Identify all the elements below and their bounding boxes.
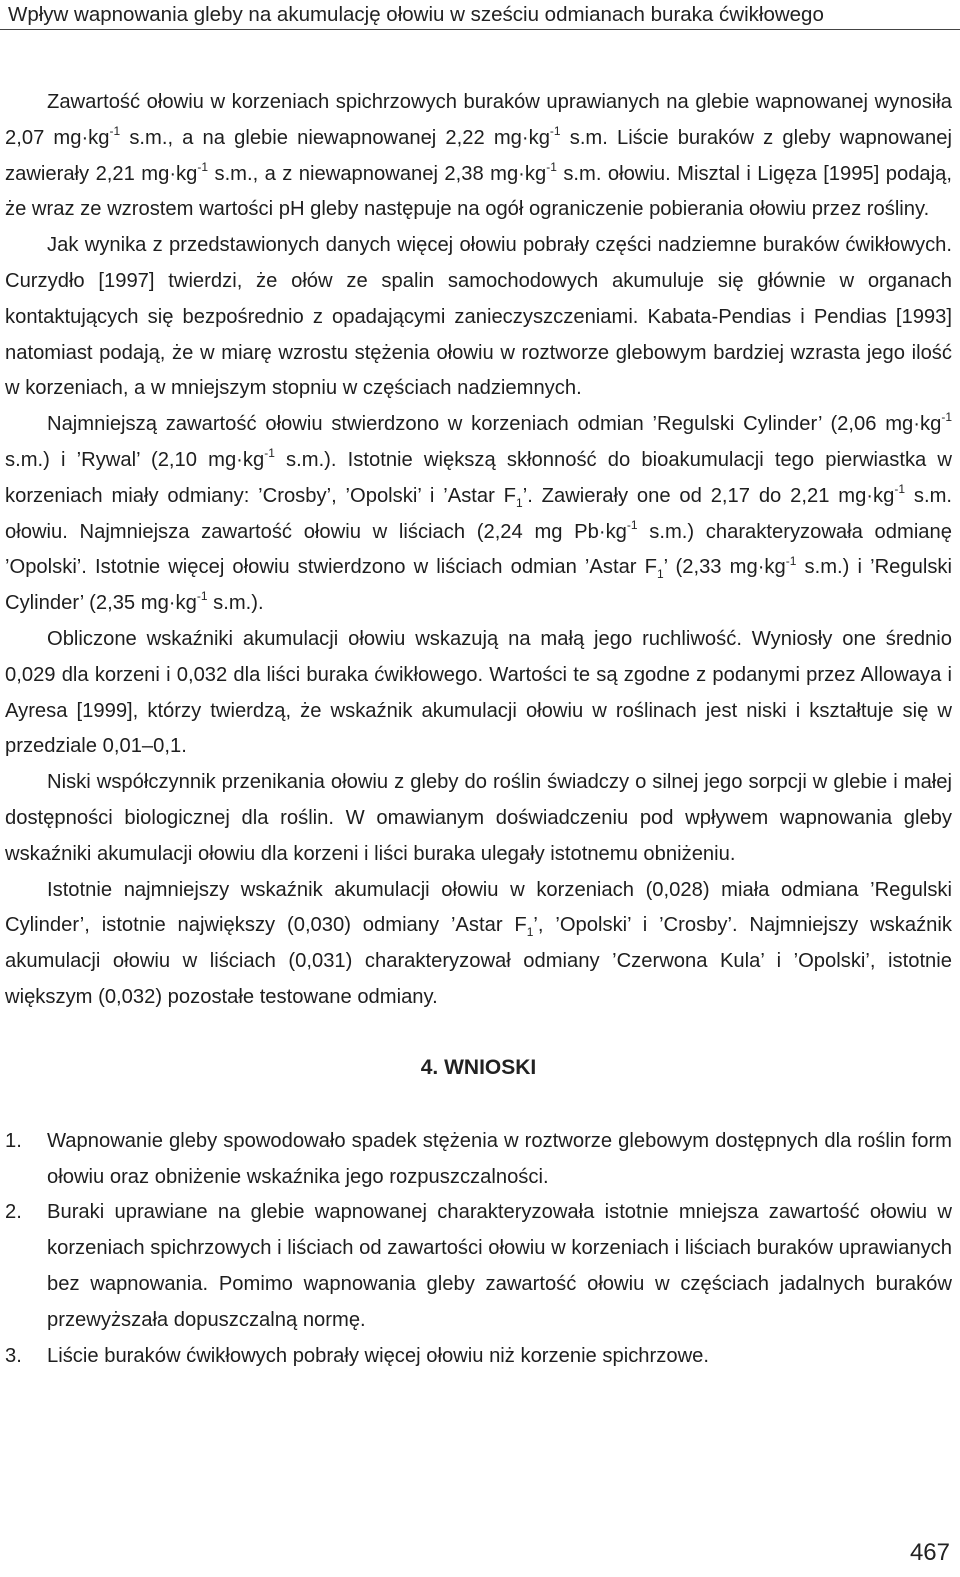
text-run: s.m.) i ’Rywal’ (2,10 mg·kg	[5, 448, 265, 471]
text-run: ’, ’Opolski’ i ’Crosby’. Najmniejszy wskaźnik akumulacji ołowiu w liściach (0,031) charakteryzował odmiany ’Czerwona Kula’ i ’Opolski’, istotnie większym (0,032) pozostałe testowane odmiany.	[5, 914, 952, 1008]
list-number: 3.	[5, 1344, 22, 1367]
text-run: s.m.). Istotnie większą skłonność do bioakumulacji tego pierwiastka w korzeniach miały odmiany: ’Crosby’, ’Opolski’ i ’Astar F	[5, 448, 952, 507]
list-item	[5, 1124, 952, 1196]
list-number: 1.	[5, 1129, 22, 1152]
subscript: 1	[526, 925, 534, 940]
text-run: s.m. Liście buraków z gleby wapnowanej zawierały 2,21 mg·kg	[5, 126, 952, 185]
list-text: Buraki uprawiane na glebie wapnowanej charakteryzowała istotnie mniejsza zawartość ołowiu w korzeniach spichrzowych i liściach od zawartości ołowiu w korzeniach i liściach buraków uprawianych bez wapnowania. Pomimo wapnowania gleby zawartość ołowiu w częściach jadalnych buraków przewyższała dopuszczalną normę.	[47, 1201, 952, 1331]
text-run: ’. Zawierały one od 2,17 do 2,21 mg·kg	[522, 484, 895, 507]
exponent: -1	[109, 124, 121, 139]
text-run: s.m. ołowiu. Najmniejsza zawartość ołowiu w liściach (2,24 mg Pb·kg	[5, 484, 953, 543]
paragraph-2: Jak wynika z przedstawionych danych więcej ołowiu pobrały części nadziemne buraków ćwikłowych. Curzydło [1997] twierdzi, że ołów ze spalin samochodowych akumuluje się głównie w organach kontaktujących się bezpośrednio z opadającymi zanieczyszczeniami. Kabata-Pendias i Pendias [1993] natomiast podają, że w miarę wzrostu stężenia ołowiu w roztworze glebowym bardziej wzrasta jego ilość w korzeniach, a w mniejszym stopniu w częściach nadziemnych.	[5, 234, 952, 400]
exponent: -1	[626, 517, 638, 532]
exponent: -1	[546, 159, 557, 174]
exponent: -1	[785, 553, 797, 568]
text-run: s.m.) charakteryzowała odmianę ’Opolski’. Istotnie więcej ołowiu stwierdzono w liściach odmian ’Astar F	[5, 520, 952, 579]
subscript: 1	[656, 567, 664, 582]
exponent: -1	[894, 482, 906, 497]
page-number: 467	[909, 1539, 950, 1566]
exponent: -1	[549, 124, 561, 139]
paragraph-3	[5, 407, 952, 622]
section-heading: 4. WNIOSKI	[420, 1055, 537, 1079]
exponent: -1	[941, 410, 952, 425]
exponent: -1	[196, 589, 208, 604]
exponent: -1	[264, 446, 275, 461]
text-run: s.m. ołowiu. Misztal i Ligęza [1995] podają, że wraz ze wzrostem wartości pH gleby następuje na ogół ograniczenie pobierania ołowiu przez rośliny.	[5, 162, 952, 221]
article-body	[5, 85, 952, 1374]
paragraph-1	[5, 85, 952, 228]
text-run: s.m.).	[207, 592, 264, 615]
text-run: Najmniejszą zawartość ołowiu stwierdzono w korzeniach odmian ’Regulski Cylinder’ (2,06 mg·kg	[47, 413, 942, 436]
text-run: s.m., a na glebie niewapnowanej 2,22 mg·kg	[120, 126, 550, 149]
running-header: Wpływ wapnowania gleby na akumulację ołowiu w sześciu odmianach buraka ćwikłowego	[0, 0, 960, 30]
text-run: ’ (2,33 mg·kg	[663, 556, 786, 579]
list-text: Wapnowanie gleby spowodowało spadek stężenia w roztworze glebowym dostępnych dla roślin form ołowiu oraz obniżenie wskaźnika jego rozpuszczalności.	[47, 1129, 952, 1188]
paragraph-4: Obliczone wskaźniki akumulacji ołowiu wskazują na małą jego ruchliwość. Wyniosły one średnio 0,029 dla korzeni i 0,032 dla liści buraka ćwikłowego. Wartości te są zgodne z podanymi przez Allowaya i Ayresa [1999], którzy twierdzą, że wskaźnik akumulacji ołowiu w roślinach jest niski i kształtuje się w przedziale 0,01–0,1.	[5, 627, 952, 758]
text-run: Zawartość ołowiu w korzeniach spichrzowych buraków uprawianych na glebie wapnowanej wynosiła 2,07 mg·kg	[5, 91, 952, 149]
text-run: s.m.) i ’Regulski Cylinder’ (2,35 mg·kg	[5, 556, 953, 615]
paragraph-5: Niski współczynnik przenikania ołowiu z gleby do roślin świadczy o silnej jego sorpcji w glebie i małej dostępności biologicznej dla roślin. W omawianym doświadczeniu pod wpływem wapnowania gleby wskaźniki akumulacji ołowiu dla korzeni i liści buraka ulegały istotnemu obniżeniu.	[5, 771, 952, 865]
paragraph-6	[5, 873, 952, 1016]
text-run: s.m., a z niewapnowanej 2,38 mg·kg	[208, 162, 547, 185]
text-run: Istotnie najmniejszy wskaźnik akumulacji ołowiu w korzeniach (0,028) miała odmiana ’Regulski Cylinder’, istotnie największy (0,030) odmiany ’Astar F	[5, 878, 952, 937]
list-item	[5, 1195, 952, 1338]
list-number: 2.	[5, 1201, 22, 1224]
list-text: Liście buraków ćwikłowych pobrały więcej ołowiu niż korzenie spichrzowe.	[47, 1344, 709, 1367]
subscript: 1	[516, 495, 523, 510]
list-item	[5, 1339, 952, 1375]
conclusions-list	[5, 1124, 952, 1375]
exponent: -1	[197, 159, 209, 174]
